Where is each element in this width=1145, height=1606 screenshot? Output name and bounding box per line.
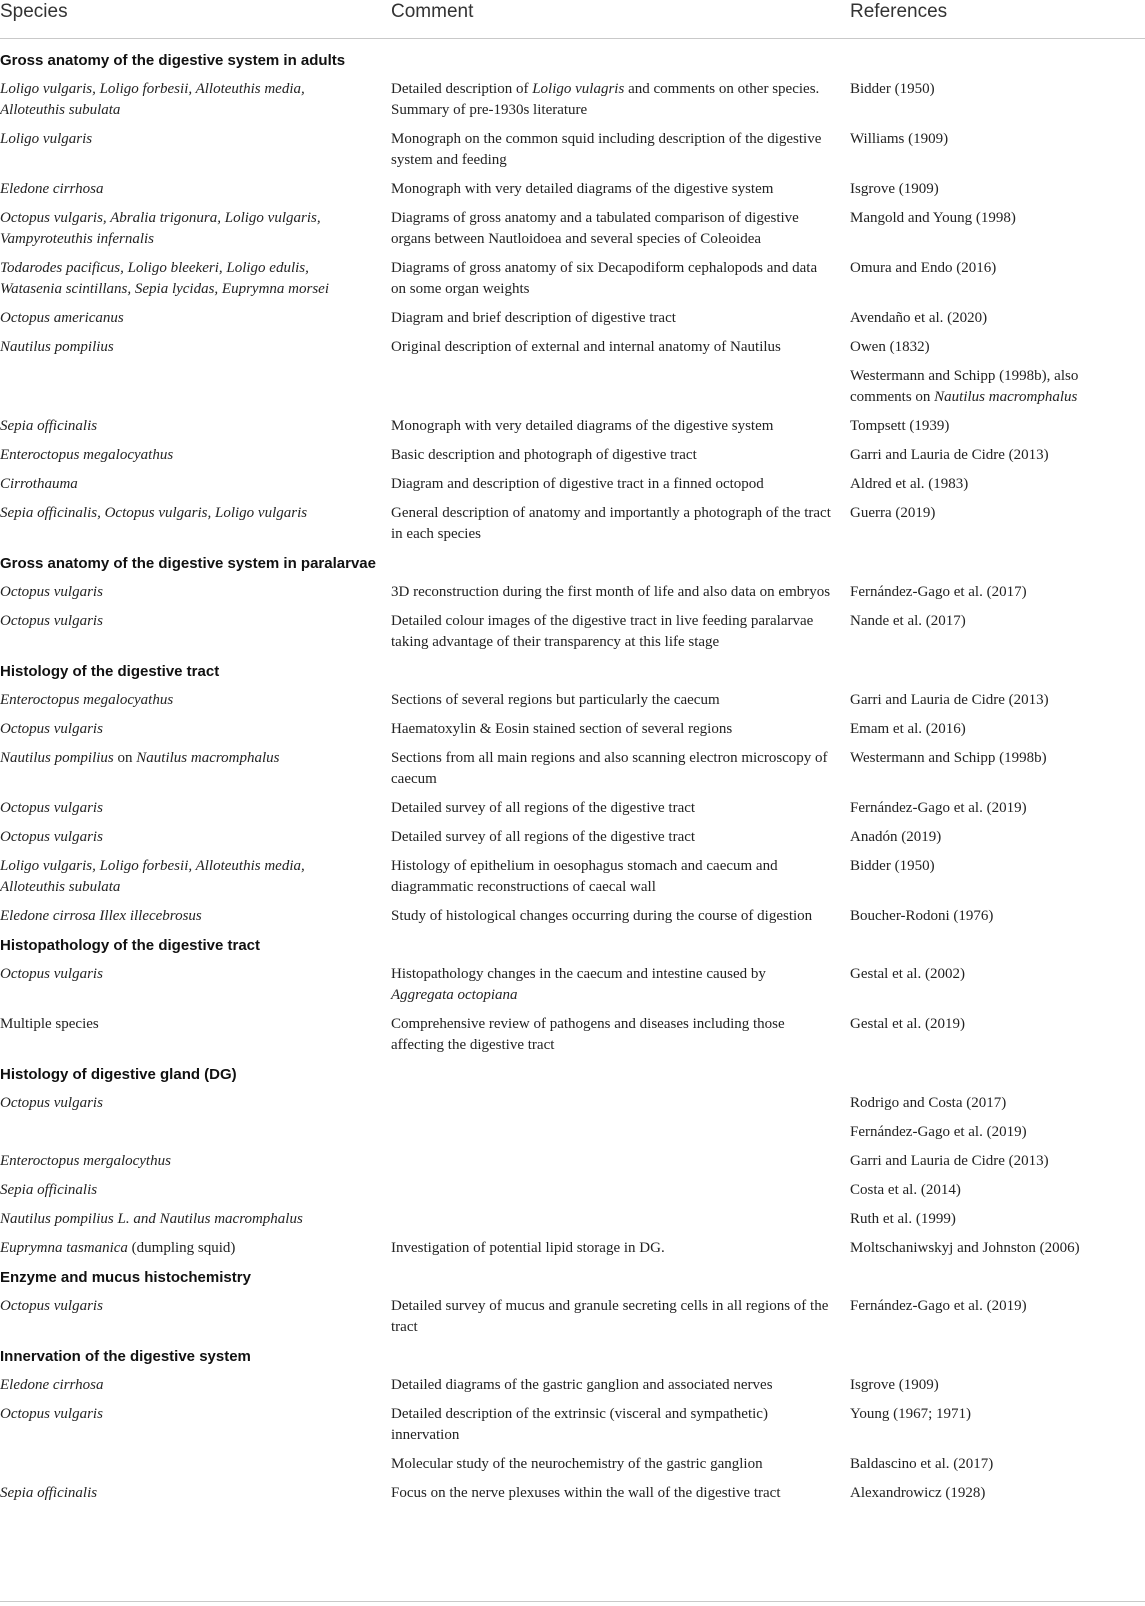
species-cell [0, 503, 360, 524]
species-cell [0, 1483, 360, 1504]
reference-cell [850, 1483, 1140, 1504]
species-cell [0, 1093, 360, 1114]
reference-cell [850, 129, 1140, 150]
reference-cell-text: Bidder (1950) [850, 858, 935, 874]
comment-cell-text: Histopathology changes in the caecum and intestine caused by [391, 966, 766, 982]
reference-cell-text: Costa et al. (2014) [850, 1182, 961, 1198]
comment-cell-text: Original description of external and internal anatomy of Nautilus [391, 339, 781, 355]
species-cell-text: Octopus vulgaris [0, 1298, 103, 1314]
table-row [0, 208, 1145, 250]
species-cell [0, 1014, 360, 1035]
comment-cell [391, 798, 831, 819]
species-cell-text: Nautilus pompilius [0, 339, 114, 355]
comment-cell-text: Detailed survey of all regions of the digestive tract [391, 829, 696, 845]
comment-cell [391, 690, 831, 711]
reference-cell [850, 1093, 1140, 1114]
reference-cell [850, 308, 1140, 329]
species-cell-text: Multiple species [0, 1016, 99, 1032]
species-cell-text: Eledone cirrhosa [0, 181, 104, 197]
reference-cell [850, 964, 1140, 985]
comment-cell [391, 1375, 831, 1396]
species-cell [0, 1209, 360, 1230]
comment-cell [391, 337, 831, 358]
comment-cell [391, 474, 831, 495]
table-row [0, 1014, 1145, 1056]
table-row [0, 1483, 1145, 1504]
table-row [0, 1180, 1145, 1201]
table-row [0, 474, 1145, 495]
species-cell [0, 474, 360, 495]
reference-cell-text: Omura and Endo (2016) [850, 260, 997, 276]
species-cell-text: Enteroctopus megalocyathus [0, 447, 174, 463]
species-cell [0, 129, 360, 150]
comment-cell [391, 719, 831, 740]
section-heading: Innervation of the digestive system [0, 1348, 251, 1365]
table-row [0, 503, 1145, 545]
species-cell [0, 719, 360, 740]
comment-cell [391, 1483, 831, 1504]
species-cell-text: Enteroctopus mergalocythus [0, 1153, 171, 1169]
reference-cell [850, 906, 1140, 927]
species-cell-text: Euprymna tasmanica [0, 1240, 128, 1256]
comment-cell-text: Study of histological changes occurring during the course of digestion [391, 908, 813, 924]
species-cell-text: Octopus vulgaris, Abralia trigonura, Loligo vulgaris, Vampyroteuthis infernalis [0, 210, 321, 247]
table-row [0, 1296, 1145, 1338]
reference-cell-text: Boucher-Rodoni (1976) [850, 908, 994, 924]
reference-cell-text: Nande et al. (2017) [850, 613, 966, 629]
reference-cell-text: Fernández-Gago et al. (2019) [850, 1298, 1027, 1314]
comment-cell [391, 1014, 831, 1056]
reference-cell [850, 179, 1140, 200]
species-cell-text: Loligo vulgaris [0, 131, 93, 147]
reference-cell-text: Alexandrowicz (1928) [850, 1485, 986, 1501]
comment-cell [391, 582, 831, 603]
comment-cell-text: Histology of epithelium in oesophagus stomach and caecum and diagrammatic reconstructions of caecal wall [391, 858, 778, 895]
table-row [0, 1238, 1145, 1259]
comment-cell [391, 129, 831, 171]
table-header [0, 0, 1145, 39]
section-heading: Gross anatomy of the digestive system in adults [0, 52, 346, 69]
reference-cell-text: Anadón (2019) [850, 829, 942, 845]
reference-cell-text: Westermann and Schipp (1998b) [850, 750, 1047, 766]
table-row [0, 366, 1145, 408]
reference-cell [850, 1151, 1140, 1172]
table-row [0, 1375, 1145, 1396]
comment-cell [391, 1296, 831, 1338]
species-cell-text: Cirrothauma [0, 476, 78, 492]
species-cell [0, 445, 360, 466]
reference-cell-text: Ruth et al. (1999) [850, 1211, 956, 1227]
species-cell [0, 906, 360, 927]
table-row [0, 1404, 1145, 1446]
species-cell-text: Sepia officinalis [0, 418, 98, 434]
species-cell [0, 179, 360, 200]
table-row [0, 719, 1145, 740]
comment-cell-text: Comprehensive review of pathogens and diseases including those affecting the digestive tract [391, 1016, 785, 1053]
reference-cell-text: Tompsett (1939) [850, 418, 950, 434]
reference-cell-text: Fernández-Gago et al. (2017) [850, 584, 1027, 600]
comment-cell-text: Detailed survey of mucus and granule secreting cells in all regions of the tract [391, 1298, 829, 1335]
reference-cell-text: Garri and Lauria de Cidre (2013) [850, 692, 1049, 708]
comment-cell-text: and comments on other species. Summary of pre-1930s literature [391, 81, 820, 118]
header-comment: Comment [391, 1, 474, 22]
comment-cell-text: Sections from all main regions and also scanning electron microscopy of caecum [391, 750, 828, 787]
comment-cell [391, 416, 831, 437]
reference-cell-text: Guerra (2019) [850, 505, 936, 521]
reference-cell [850, 474, 1140, 495]
reference-cell [850, 416, 1140, 437]
comment-cell-text: Loligo vulagris [532, 81, 625, 97]
reference-cell-text: Isgrove (1909) [850, 181, 939, 197]
species-cell-text: Enteroctopus megalocyathus [0, 692, 174, 708]
table-row [0, 582, 1145, 603]
table-row [0, 827, 1145, 848]
species-cell-text: Octopus vulgaris [0, 721, 103, 737]
reference-cell-text: Mangold and Young (1998) [850, 210, 1016, 226]
species-cell [0, 798, 360, 819]
reference-cell [850, 337, 1140, 358]
comment-cell [391, 179, 831, 200]
comment-cell-text: General description of anatomy and importantly a photograph of the tract in each species [391, 505, 831, 542]
table-bottom-rule [0, 1601, 1145, 1602]
reference-cell [850, 1404, 1140, 1425]
reference-cell [850, 611, 1140, 632]
species-cell [0, 964, 360, 985]
comment-cell-text: Detailed description of [391, 81, 533, 97]
species-cell [0, 1375, 360, 1396]
reference-cell-text: Bidder (1950) [850, 81, 935, 97]
species-cell [0, 308, 360, 329]
section-heading: Histopathology of the digestive tract [0, 937, 261, 954]
species-cell-text: on [113, 750, 137, 766]
reference-cell-text: Fernández-Gago et al. (2019) [850, 1124, 1027, 1140]
species-cell-text: Octopus vulgaris [0, 584, 103, 600]
reference-cell [850, 827, 1140, 848]
species-cell [0, 337, 360, 358]
reference-cell-text: Baldascino et al. (2017) [850, 1456, 994, 1472]
species-cell [0, 1151, 360, 1172]
table-row [0, 611, 1145, 653]
comment-cell-text: Detailed colour images of the digestive tract in live feeding paralarvae taking advantage of their transparency at this life stage [391, 613, 814, 650]
comment-cell-text: Aggregata octopiana [391, 987, 518, 1003]
reference-cell [850, 503, 1140, 524]
reference-cell-text: Fernández-Gago et al. (2019) [850, 800, 1027, 816]
reference-cell-text: Rodrigo and Costa (2017) [850, 1095, 1007, 1111]
reference-cell [850, 1014, 1140, 1035]
reference-cell [850, 366, 1140, 408]
comment-cell-text: Basic description and photograph of digestive tract [391, 447, 697, 463]
comment-cell-text: Detailed diagrams of the gastric ganglion and associated nerves [391, 1377, 773, 1393]
species-cell-text: Todarodes pacificus, Loligo bleekeri, Loligo edulis, Watasenia scintillans, Sepia lycidas, Euprymna morsei [0, 260, 330, 297]
species-cell [0, 1404, 360, 1425]
reference-cell-text: Gestal et al. (2002) [850, 966, 965, 982]
comment-cell [391, 1238, 831, 1259]
comment-cell [391, 611, 831, 653]
comment-cell-text: Haematoxylin & Eosin stained section of several regions [391, 721, 733, 737]
section-heading: Histology of digestive gland (DG) [0, 1066, 237, 1083]
reference-cell [850, 1375, 1140, 1396]
reference-cell-text: Moltschaniwskyj and Johnston (2006) [850, 1240, 1080, 1256]
species-cell [0, 690, 360, 711]
reference-cell-text: Owen (1832) [850, 339, 930, 355]
species-cell-text: Loligo vulgaris, Loligo forbesii, Alloteuthis media, Alloteuthis subulata [0, 81, 305, 118]
species-cell [0, 208, 360, 250]
reference-cell-text: Nautilus macromphalus [934, 389, 1078, 405]
reference-cell-text: Emam et al. (2016) [850, 721, 966, 737]
table-row [0, 1454, 1145, 1475]
species-cell [0, 582, 360, 603]
comment-cell [391, 208, 831, 250]
species-cell-text: Octopus americanus [0, 310, 124, 326]
header-references: References [850, 1, 948, 22]
table-row [0, 906, 1145, 927]
reference-cell [850, 798, 1140, 819]
species-cell [0, 1296, 360, 1317]
species-cell [0, 79, 360, 121]
reference-cell [850, 1122, 1140, 1143]
table-row [0, 445, 1145, 466]
species-cell-text: Nautilus macromphalus [136, 750, 280, 766]
reference-cell [850, 445, 1140, 466]
table-row [0, 748, 1145, 790]
table-row [0, 79, 1145, 121]
comment-cell [391, 964, 831, 1006]
comment-cell-text: Monograph on the common squid including description of the digestive system and feeding [391, 131, 822, 168]
comment-cell [391, 308, 831, 329]
comment-cell-text: Diagrams of gross anatomy and a tabulated comparison of digestive organs between Nautloidoea and several species of Coleoidea [391, 210, 799, 247]
comment-cell-text: Diagrams of gross anatomy of six Decapodiform cephalopods and data on some organ weights [391, 260, 818, 297]
table-row [0, 337, 1145, 358]
reference-cell-text: Aldred et al. (1983) [850, 476, 969, 492]
species-cell-text: Sepia officinalis [0, 1182, 98, 1198]
comment-cell [391, 856, 831, 898]
reference-cell [850, 719, 1140, 740]
reference-cell [850, 856, 1140, 877]
reference-cell-text: Williams (1909) [850, 131, 949, 147]
reference-cell-text: Young (1967; 1971) [850, 1406, 971, 1422]
table-row [0, 1151, 1145, 1172]
comment-cell [391, 827, 831, 848]
table-row [0, 964, 1145, 1006]
species-cell [0, 748, 360, 769]
reference-cell [850, 1180, 1140, 1201]
table-row [0, 1093, 1145, 1114]
table-row [0, 1209, 1145, 1230]
comment-cell [391, 906, 831, 927]
reference-cell [850, 1209, 1140, 1230]
table-row [0, 308, 1145, 329]
species-cell-text: Sepia officinalis, Octopus vulgaris, Loligo vulgaris [0, 505, 308, 521]
reference-cell [850, 1454, 1140, 1475]
reference-cell [850, 1238, 1140, 1259]
species-cell-text: (dumpling squid) [127, 1240, 236, 1256]
comment-cell-text: Molecular study of the neurochemistry of the gastric ganglion [391, 1456, 763, 1472]
species-cell-text: Nautilus pompilius L. and Nautilus macromphalus [0, 1211, 303, 1227]
species-cell-text: Octopus vulgaris [0, 966, 103, 982]
table-row [0, 690, 1145, 711]
species-cell [0, 611, 360, 632]
comment-cell-text: Sections of several regions but particularly the caecum [391, 692, 720, 708]
comment-cell [391, 258, 831, 300]
species-cell-text: Nautilus pompilius [0, 750, 114, 766]
comment-cell-text: 3D reconstruction during the first month of life and also data on embryos [391, 584, 831, 600]
species-cell-text: Octopus vulgaris [0, 829, 103, 845]
species-cell [0, 1180, 360, 1201]
reference-cell [850, 690, 1140, 711]
reference-cell [850, 1296, 1140, 1317]
table-row [0, 416, 1145, 437]
reference-cell [850, 582, 1140, 603]
reference-cell-text: Isgrove (1909) [850, 1377, 939, 1393]
species-cell [0, 258, 360, 300]
table-row [0, 129, 1145, 171]
section-heading: Gross anatomy of the digestive system in paralarvae [0, 555, 376, 572]
table-row [0, 798, 1145, 819]
reference-cell-text: Westermann and Schipp (1998b), also comments on [850, 368, 1079, 405]
species-cell-text: Eledone cirrhosa [0, 1377, 104, 1393]
comment-cell [391, 445, 831, 466]
species-cell [0, 416, 360, 437]
comment-cell-text: Investigation of potential lipid storage in DG. [391, 1240, 665, 1256]
reference-cell [850, 79, 1140, 100]
comment-cell-text: Detailed survey of all regions of the digestive tract [391, 800, 696, 816]
reference-cell [850, 258, 1140, 279]
species-cell-text: Sepia officinalis [0, 1485, 98, 1501]
species-cell-text: Octopus vulgaris [0, 1406, 103, 1422]
species-cell [0, 827, 360, 848]
comment-cell [391, 748, 831, 790]
species-cell [0, 1238, 360, 1259]
section-heading: Histology of the digestive tract [0, 663, 220, 680]
table-row [0, 179, 1145, 200]
reference-cell [850, 208, 1140, 229]
comment-cell-text: Diagram and description of digestive tract in a finned octopod [391, 476, 764, 492]
comment-cell [391, 1404, 831, 1446]
comment-cell [391, 1454, 831, 1475]
reference-cell-text: Garri and Lauria de Cidre (2013) [850, 447, 1049, 463]
species-cell [0, 856, 360, 898]
species-cell-text: Octopus vulgaris [0, 800, 103, 816]
species-cell-text: Octopus vulgaris [0, 613, 103, 629]
table-row [0, 856, 1145, 898]
reference-cell-text: Garri and Lauria de Cidre (2013) [850, 1153, 1049, 1169]
reference-cell-text: Gestal et al. (2019) [850, 1016, 965, 1032]
comment-cell-text: Diagram and brief description of digestive tract [391, 310, 676, 326]
species-cell-text: Octopus vulgaris [0, 1095, 103, 1111]
reference-cell [850, 748, 1140, 769]
header-species: Species [0, 1, 68, 22]
reference-cell-text: Avendaño et al. (2020) [850, 310, 988, 326]
comment-cell-text: Monograph with very detailed diagrams of the digestive system [391, 181, 774, 197]
comment-cell-text: Detailed description of the extrinsic (visceral and sympathetic) innervation [391, 1406, 768, 1443]
table-row [0, 1122, 1145, 1143]
comment-cell [391, 79, 831, 121]
comment-cell-text: Focus on the nerve plexuses within the wall of the digestive tract [391, 1485, 781, 1501]
species-cell-text: Eledone cirrosa Illex illecebrosus [0, 908, 202, 924]
section-heading: Enzyme and mucus histochemistry [0, 1269, 251, 1286]
comment-cell [391, 503, 831, 545]
comment-cell-text: Monograph with very detailed diagrams of the digestive system [391, 418, 774, 434]
table-row [0, 258, 1145, 300]
species-cell-text: Loligo vulgaris, Loligo forbesii, Alloteuthis media, Alloteuthis subulata [0, 858, 305, 895]
